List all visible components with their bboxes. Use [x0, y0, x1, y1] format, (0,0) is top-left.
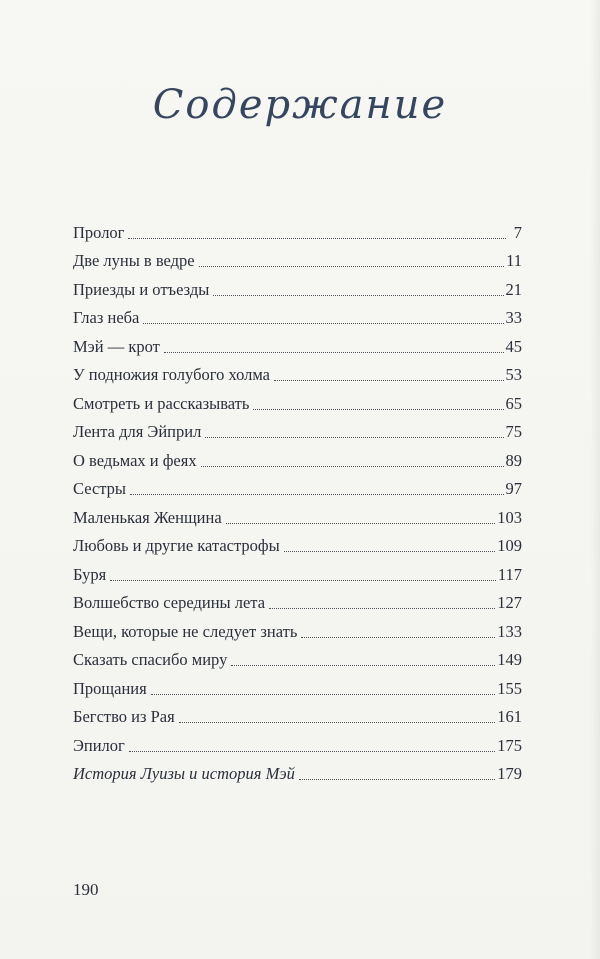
toc-dot-leader	[129, 751, 495, 752]
toc-entry-page: 117	[497, 564, 522, 584]
toc-entry-title: Маленькая Женщина	[73, 507, 222, 527]
toc-entry-title: У подножия голубого холма	[73, 365, 270, 384]
toc-dot-leader	[128, 238, 506, 239]
toc-entry-page: 75	[505, 422, 522, 441]
toc-dot-leader	[269, 608, 495, 609]
toc-entry-title: Приезды и отъезды	[73, 279, 210, 299]
toc-entry-title: Любовь и другие катастрофы	[73, 536, 280, 555]
toc-entry-title: Буря	[73, 564, 107, 584]
toc-entry-title: Сестры	[73, 479, 127, 498]
toc-dot-leader	[231, 665, 495, 666]
toc-entry	[73, 528, 522, 557]
toc-dot-leader	[226, 523, 496, 524]
toc-entry-title: Лента для Эйприл	[73, 422, 202, 441]
toc-dot-leader	[201, 466, 504, 467]
toc-entry	[73, 699, 522, 728]
toc-entry	[73, 670, 522, 699]
toc-entry	[73, 271, 522, 300]
toc-entry-page: 11	[506, 251, 522, 270]
toc-entry	[73, 385, 522, 414]
toc-entry	[73, 414, 522, 443]
toc-dot-leader	[253, 409, 503, 410]
toc-dot-leader	[274, 380, 504, 381]
toc-entry	[73, 642, 522, 671]
toc-entry-page: 65	[505, 393, 522, 413]
toc-dot-leader	[199, 266, 505, 267]
toc-entry-page: 97	[505, 479, 522, 498]
toc-entry-page: 53	[505, 365, 522, 384]
toc-entry-page: 21	[505, 279, 522, 299]
toc-dot-leader	[213, 295, 503, 296]
page-title: Содержание	[152, 82, 448, 128]
toc-dot-leader	[130, 494, 503, 495]
page-number: 190	[73, 880, 99, 899]
toc-dot-leader	[143, 323, 503, 324]
toc-entry	[73, 756, 522, 785]
toc-entry-page: 155	[497, 678, 522, 698]
toc-entry-page: 7	[513, 222, 522, 242]
toc-dot-leader	[299, 779, 495, 780]
toc-dot-leader	[205, 437, 503, 438]
toc-entry-title: Две луны в ведре	[73, 251, 195, 270]
toc-entry-page: 89	[505, 450, 522, 470]
toc-entry-page: 109	[497, 536, 522, 555]
toc-entry-title: Вещи, которые не следует знать	[73, 621, 298, 641]
toc-entry-page: 33	[505, 308, 522, 327]
toc-entry-page: 103	[497, 507, 522, 527]
toc-dot-leader	[301, 637, 495, 638]
toc-entry	[73, 499, 522, 528]
toc-entry-title: Бегство из Рая	[73, 707, 175, 726]
toc-entry	[73, 442, 522, 471]
toc-entry	[73, 243, 522, 272]
toc-dot-leader	[164, 352, 504, 353]
toc-entry-title: Волшебство середины лета	[73, 593, 266, 612]
toc-entry	[73, 328, 522, 357]
toc-entry-title: Глаз неба	[73, 308, 140, 327]
toc-entry-page: 175	[497, 735, 522, 755]
toc-entry-title: Сказать спасибо миру	[73, 650, 228, 669]
toc-entry	[73, 556, 522, 585]
toc-entry-title: Смотреть и рассказывать	[73, 393, 250, 413]
toc-entry-page: 133	[497, 621, 522, 641]
toc-dot-leader	[284, 551, 496, 552]
toc-dot-leader	[110, 580, 496, 581]
toc-entry	[73, 585, 522, 614]
toc-entry-page: 45	[505, 336, 522, 356]
toc-entry	[73, 300, 522, 329]
toc-entry	[73, 613, 522, 642]
toc-dot-leader	[151, 694, 496, 695]
toc-entry	[73, 727, 522, 756]
toc-entry-title: История Луизы и история Мэй	[73, 764, 295, 783]
toc-entry-page: 179	[497, 764, 522, 783]
page-edge-shadow	[590, 0, 600, 959]
toc-entry-title: Мэй — крот	[73, 336, 160, 356]
toc-entry-page: 127	[497, 593, 522, 612]
toc-entry-title: О ведьмах и феях	[73, 450, 197, 470]
toc-entry-title: Эпилог	[73, 735, 125, 755]
toc-entry	[73, 357, 522, 386]
table-of-contents	[73, 214, 522, 784]
toc-entry	[73, 214, 522, 243]
toc-entry-title: Прощания	[73, 678, 147, 698]
toc-dot-leader	[179, 722, 496, 723]
toc-entry-page: 161	[497, 707, 522, 726]
toc-entry-title: Пролог	[73, 222, 125, 242]
toc-entry-page: 149	[497, 650, 522, 669]
toc-entry	[73, 471, 522, 500]
